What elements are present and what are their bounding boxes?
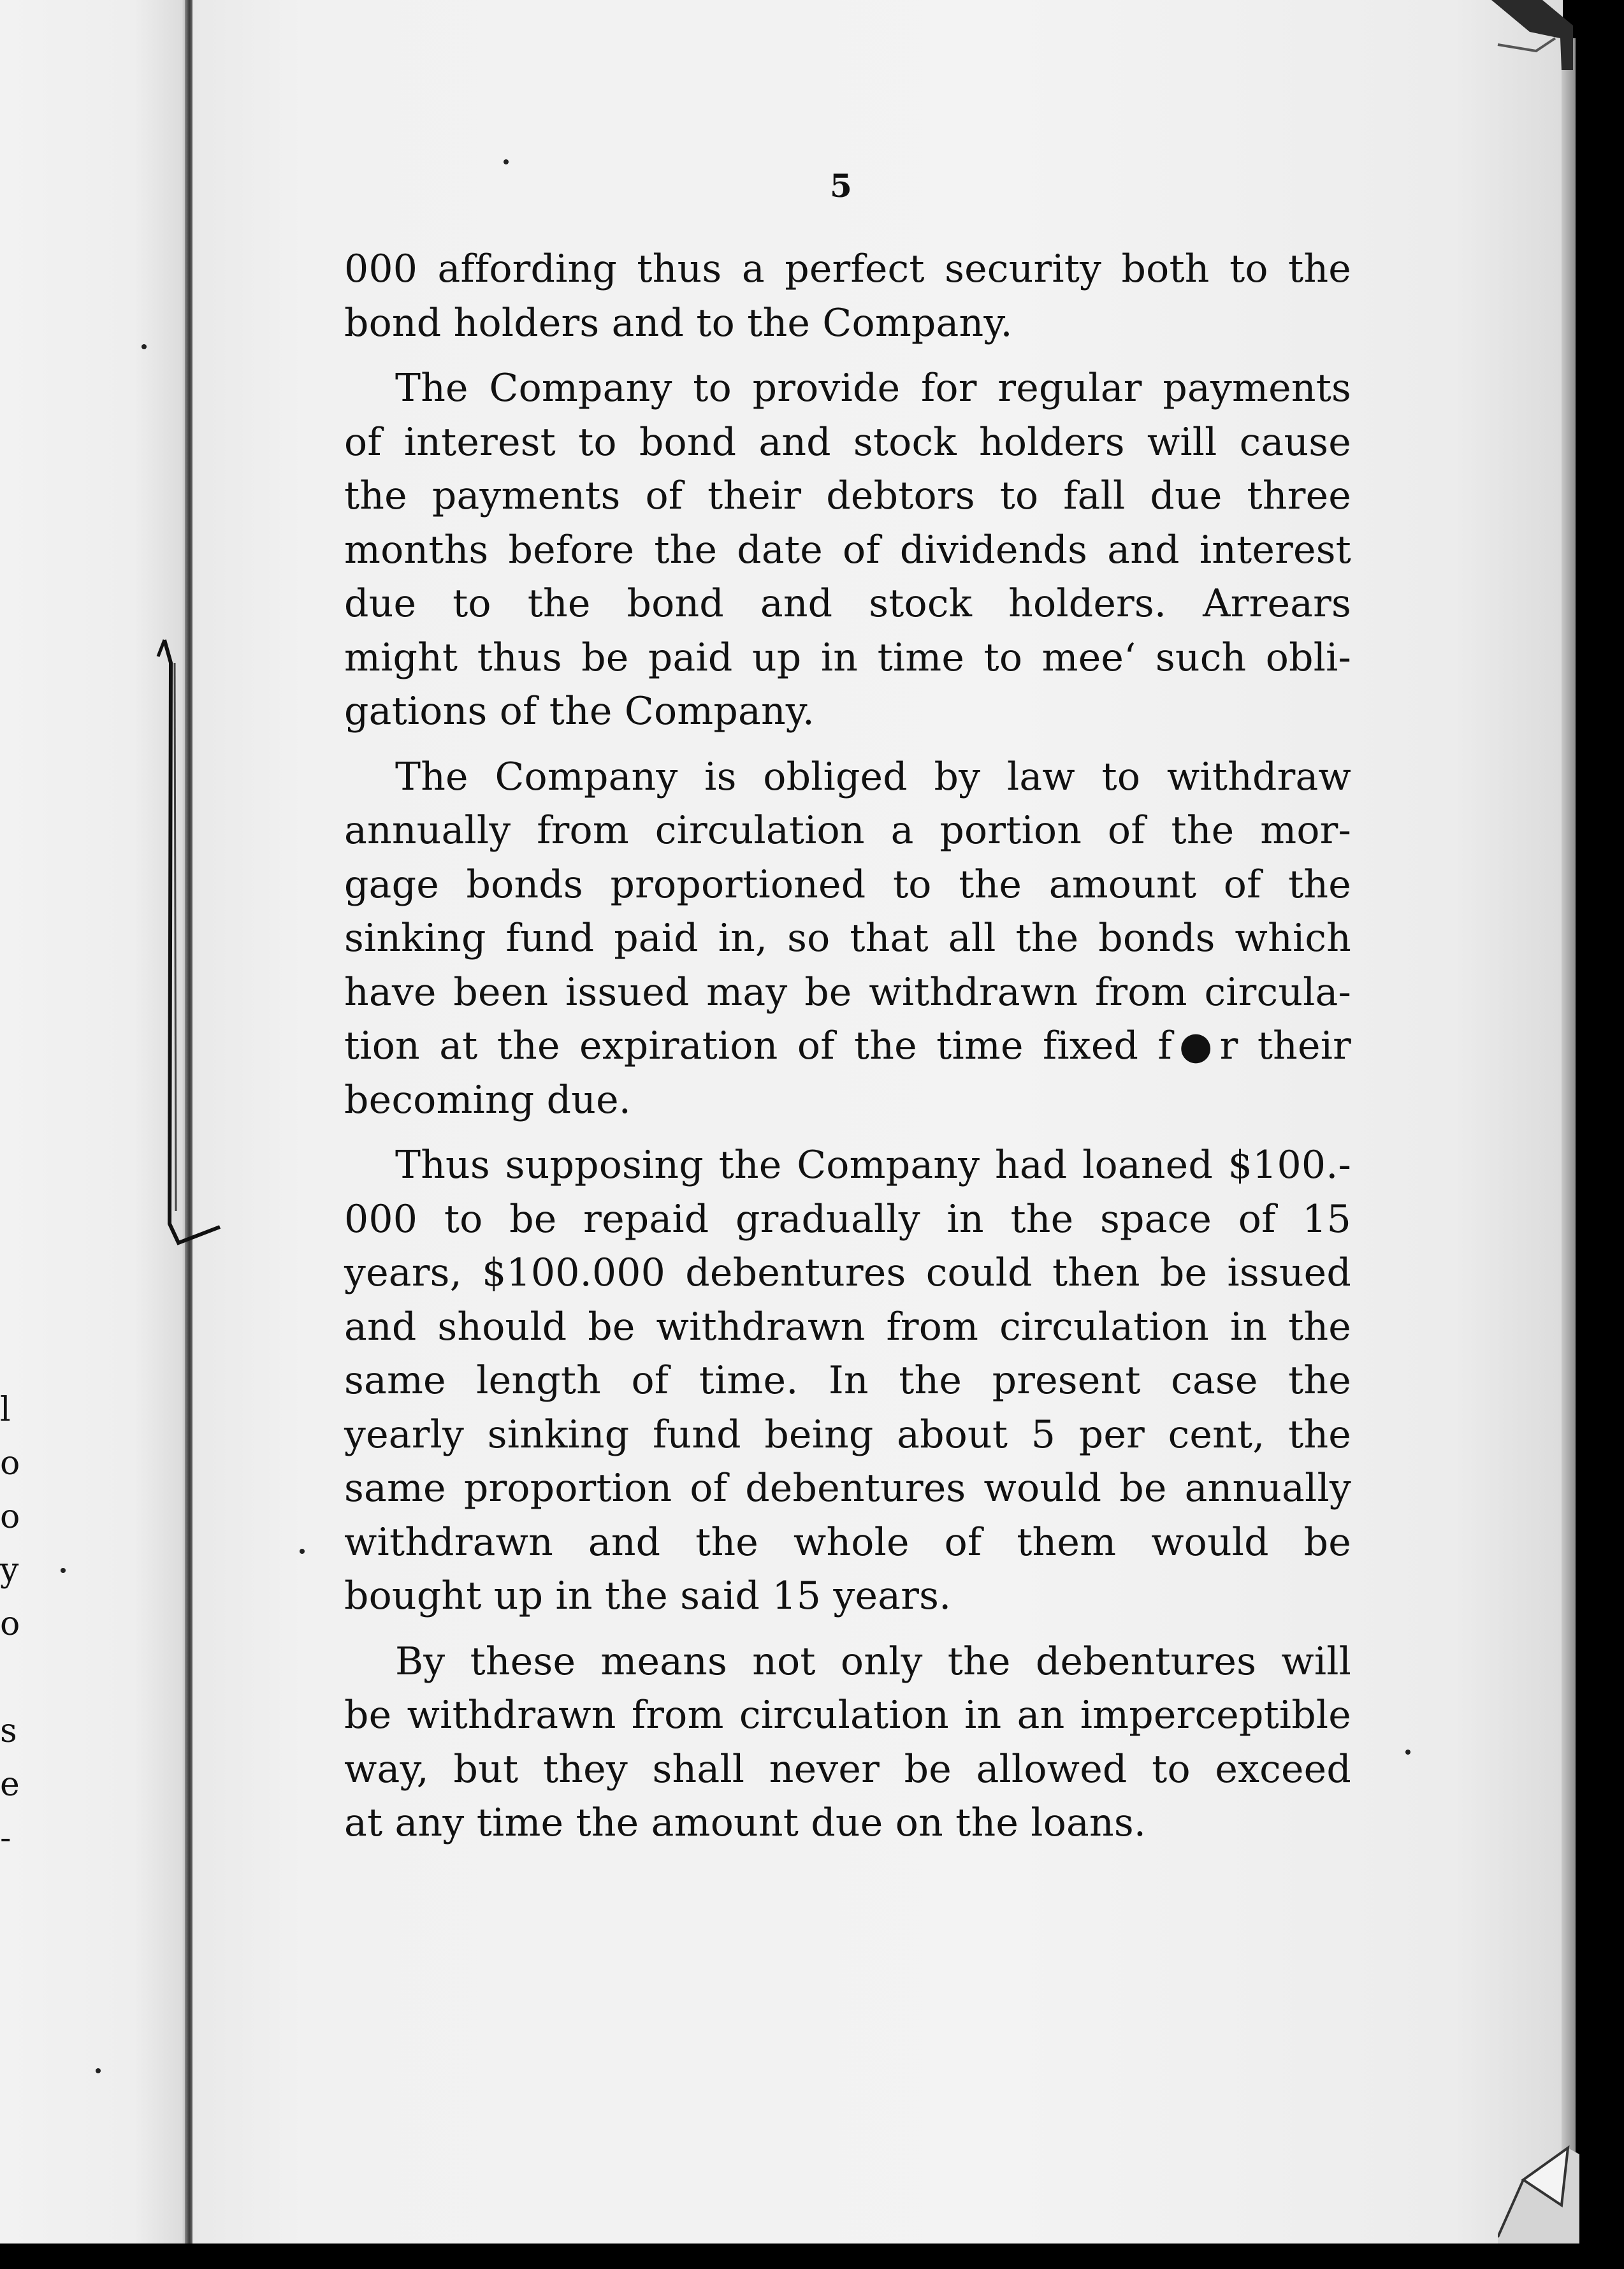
left-fragment: s [0, 1712, 17, 1750]
text-line: way, but they shall never be allowed to exceed [344, 1746, 1351, 1792]
ink-speck [1405, 1750, 1410, 1755]
text-line: due to the bond and stock holders. Arrears [344, 581, 1351, 626]
left-fragment: o [0, 1498, 20, 1536]
text-line: months before the date of dividends and interest [344, 527, 1351, 572]
text-line: The Company to provide for regular payments [395, 366, 1351, 410]
left-fragment: l [0, 1391, 11, 1429]
text-line: at any time the amount due on the loans. [344, 1801, 1147, 1845]
text-line: becoming due. [344, 1077, 632, 1122]
left-fragment: o [0, 1605, 20, 1643]
ink-speck [96, 2068, 101, 2073]
text-line: The Company is obliged by law to withdraw [395, 754, 1351, 799]
page-number: 5 [830, 167, 852, 205]
ink-speck [61, 1568, 66, 1573]
ink-speck [504, 159, 509, 164]
left-page-text-fragments [0, 1383, 25, 1865]
text-line: tion at the expiration of the time fixed f●r their [344, 1024, 1351, 1068]
body-text [344, 242, 1351, 1862]
paragraph [344, 242, 1351, 350]
text-line: yearly sinking fund being about 5 per cent, the [344, 1412, 1351, 1457]
text-line: same length of time. In the present case the [344, 1358, 1351, 1403]
left-fragment: e [0, 1765, 20, 1804]
left-fragment: - [0, 1819, 11, 1857]
text-line: be withdrawn from circulation in an imperceptible [344, 1693, 1351, 1737]
text-line: the payments of their debtors to fall due three [344, 474, 1351, 518]
text-line: 000 affording thus a perfect security both to the [344, 247, 1351, 291]
text-line: bought up in the said 15 years. [344, 1574, 952, 1618]
paragraph [344, 750, 1351, 1127]
text-line: same proportion of debentures would be annually [344, 1466, 1351, 1511]
text-line: might thus be paid up in time to mee‘ such obli- [344, 635, 1351, 680]
text-line: By these means not only the debentures will [395, 1639, 1351, 1684]
text-line: gations of the Company. [344, 689, 815, 734]
paragraph [344, 361, 1351, 739]
text-line: and should be withdrawn from circulation in the [344, 1304, 1351, 1349]
text-line: gage bonds proportioned to the amount of the [344, 862, 1351, 907]
text-line: 000 to be repaid gradually in the space of 15 [344, 1196, 1351, 1242]
text-line: sinking fund paid in, so that all the bonds which [344, 916, 1351, 961]
text-line: years, $100.000 debentures could then be issued [344, 1250, 1351, 1295]
ink-speck [141, 344, 147, 349]
text-line: bond holders and to the Company. [344, 300, 1013, 345]
page-edge [1562, 38, 1576, 2224]
text-line: annually from circulation a portion of the mor- [344, 808, 1351, 853]
folded-corner-top [1491, 0, 1574, 70]
folded-corner-bottom [1498, 2135, 1581, 2244]
text-line: of interest to bond and stock holders will cause [344, 419, 1351, 465]
text-line: have been issued may be withdrawn from circula- [344, 969, 1351, 1015]
paragraph [344, 1635, 1351, 1850]
text-line: Thus supposing the Company had loaned $100.- [395, 1143, 1351, 1187]
left-fragment: o [0, 1444, 20, 1482]
ink-speck [300, 1549, 305, 1554]
text-line: withdrawn and the whole of them would be [344, 1519, 1351, 1565]
left-fragment: y [0, 1551, 19, 1590]
paragraph [344, 1138, 1351, 1623]
margin-bracket-mark [153, 637, 223, 1249]
